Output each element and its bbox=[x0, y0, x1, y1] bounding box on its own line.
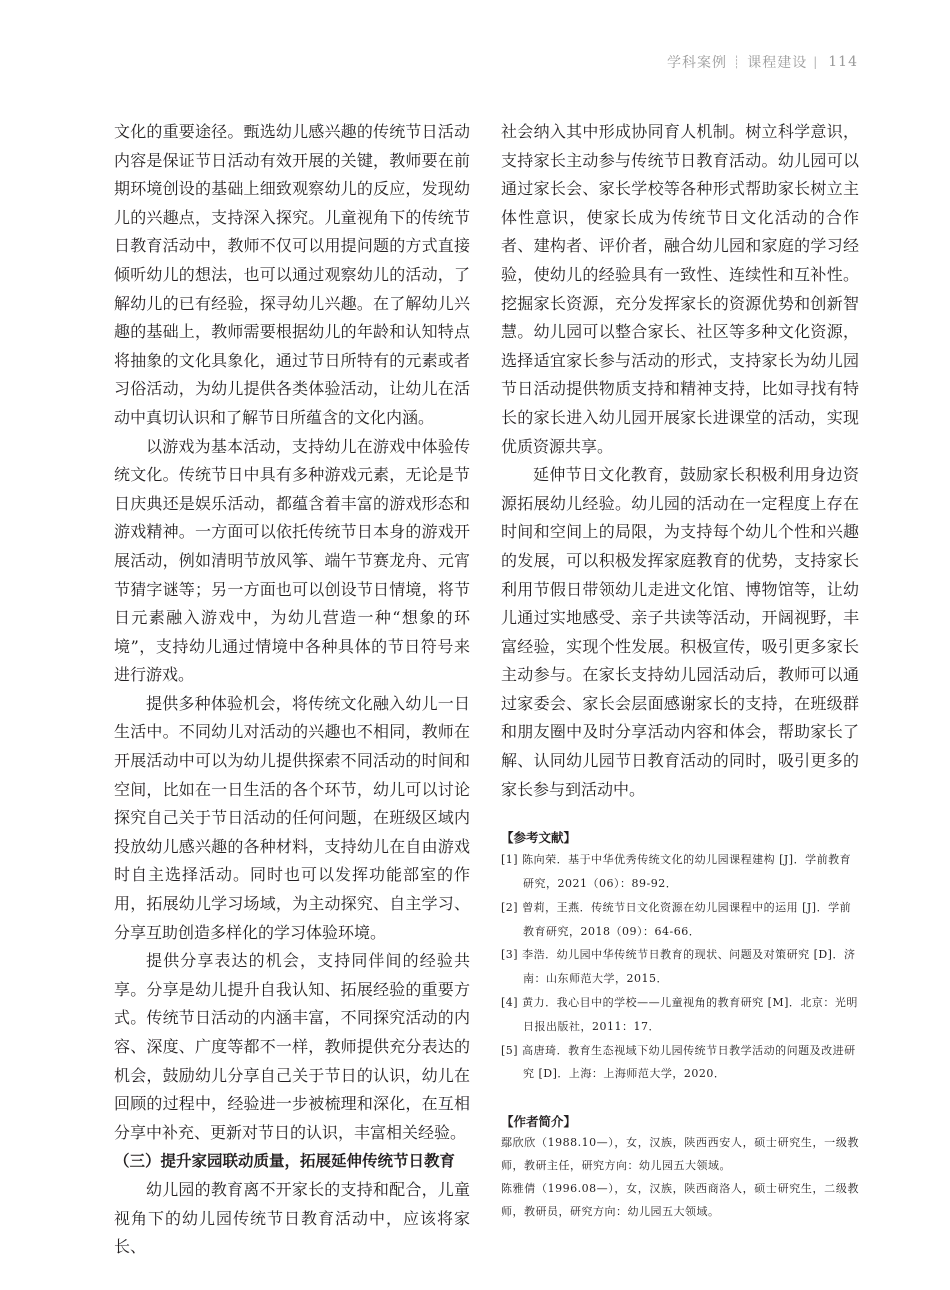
author-bio-item: 鄢欣欣（1988.10—），女，汉族，陕西西安人，硕士研究生，一级教师，教研主任，研究方向：幼儿园五大领域。 bbox=[501, 1136, 859, 1173]
right-column bbox=[501, 118, 859, 1223]
page-number: 114 bbox=[828, 54, 858, 70]
references-title: 【参考文献】 bbox=[501, 830, 577, 846]
left-column bbox=[114, 118, 470, 1262]
section-subheading: （三）提升家园联动质量，拓展延伸传统节日教育 bbox=[114, 1152, 456, 1171]
running-header bbox=[667, 52, 858, 72]
header-column: 课程建设 bbox=[747, 55, 808, 71]
header-separator: ┊ bbox=[732, 55, 742, 69]
author-bio-title: 【作者简介】 bbox=[501, 1114, 577, 1130]
author-bio-item: 陈雅倩（1996.08—），女，汉族，陕西商洛人，硕士研究生，二级教师，教研员，研究方向：幼儿园五大领域。 bbox=[501, 1181, 859, 1218]
reference-item: [2] 曾莉，王燕．传统节日文化资源在幼儿园课程中的运用 [J]．学前教育研究，2018（09）：64-66． bbox=[501, 900, 852, 938]
body-paragraph: 文化的重要途径。甄选幼儿感兴趣的传统节日活动内容是保证节日活动有效开展的关键，教师要在前期环境创设的基础上细致观察幼儿的反应，发现幼儿的兴趣点，支持深入探究。儿童视角下的传统节日教育活动中，教师不仅可以用提问题的方式直接倾听幼儿的想法，也可以通过观察幼儿的活动，了解幼儿的已有经验，探寻幼儿兴趣。在了解幼儿兴趣的基础上，教师需要根据幼儿的年龄和认知特点将抽象的文化具象化，通过节日所特有的元素或者习俗活动，为幼儿提供各类体验活动，让幼儿在活动中真切认识和了解节日所蕴含的文化内涵。 bbox=[114, 122, 470, 427]
header-separator-2: | bbox=[813, 55, 819, 69]
reference-item: [1] 陈向荣．基于中华优秀传统文化的幼儿园课程建构 [J]．学前教育研究，2021（06）：89-92． bbox=[501, 853, 852, 891]
reference-item: [5] 高唐琦．教育生态视域下幼儿园传统节日教学活动的问题及改进研究 [D]．上海：上海师范大学，2020． bbox=[501, 1043, 856, 1081]
reference-item: [3] 李浩．幼儿园中华传统节日教育的现状、问题及对策研究 [D]．济南：山东师范大学，2015． bbox=[501, 948, 856, 986]
header-section: 学科案例 bbox=[666, 55, 727, 71]
body-paragraph: 以游戏为基本活动，支持幼儿在游戏中体验传统文化。传统节日中具有多种游戏元素，无论是节日庆典还是娱乐活动，都蕴含着丰富的游戏形态和游戏精神。一方面可以依托传统节日本身的游戏开展活动，例如清明节放风筝、端午节赛龙舟、元宵节猜字谜等；另一方面也可以创设节日情境，将节日元素融入游戏中，为幼儿营造一种“想象的环境”，支持幼儿通过情境中各种具体的节日符号来进行游戏。 bbox=[114, 436, 470, 685]
body-paragraph: 幼儿园的教育离不开家长的支持和配合，儿童视角下的幼儿园传统节日教育活动中，应该将家长、 bbox=[114, 1179, 470, 1257]
author-bio-section bbox=[501, 1112, 859, 1223]
body-paragraph: 提供分享表达的机会，支持同伴间的经验共享。分享是幼儿提升自我认知、拓展经验的重要方式。传统节日活动的内涵丰富，不同探究活动的内容、深度、广度等都不一样，教师提供充分表达的机会，鼓励幼儿分享自己关于节日的认识，幼儿在回顾的过程中，经验进一步被梳理和深化，在互相分享中补充、更新对节日的认识，丰富相关经验。 bbox=[114, 951, 470, 1142]
body-paragraph: 延伸节日文化教育，鼓励家长积极利用身边资源拓展幼儿经验。幼儿园的活动在一定程度上存在时间和空间上的局限，为支持每个幼儿个性和兴趣的发展，可以积极发挥家庭教育的优势，支持家长利用节假日带领幼儿走进文化馆、博物馆等，让幼儿通过实地感受、亲子共读等活动，开阔视野，丰富经验，实现个性发展。积极宣传，吸引更多家长主动参与。在家长支持幼儿园活动后，教师可以通过家委会、家长会层面感谢家长的支持，在班级群和朋友圈中及时分享活动内容和体会，帮助家长了解、认同幼儿园节日教育活动的同时，吸引更多的家长参与到活动中。 bbox=[501, 465, 859, 799]
body-paragraph: 社会纳入其中形成协同育人机制。树立科学意识，支持家长主动参与传统节日教育活动。幼儿园可以通过家长会、家长学校等各种形式帮助家长树立主体性意识，使家长成为传统节日文化活动的合作者、建构者、评价者，融合幼儿园和家庭的学习经验，使幼儿的经验具有一致性、连续性和互补性。挖掘家长资源，充分发挥家长的资源优势和创新智慧。幼儿园可以整合家长、社区等多种文化资源，选择适宜家长参与活动的形式，支持家长为幼儿园节日活动提供物质支持和精神支持，比如寻找有特长的家长进入幼儿园开展家长进课堂的活动，实现优质资源共享。 bbox=[501, 122, 859, 456]
references-section bbox=[501, 828, 859, 1086]
body-paragraph: 提供多种体验机会，将传统文化融入幼儿一日生活中。不同幼儿对活动的兴趣也不相同，教师在开展活动中可以为幼儿提供探索不同活动的时间和空间，比如在一日生活的各个环节，幼儿可以讨论探究自己关于节日活动的任何问题，在班级区域内投放幼儿感兴趣的各种材料，支持幼儿在自由游戏时自主选择活动。同时也可以发挥功能部室的作用，拓展幼儿学习场域，为主动探究、自主学习、分享互助创造多样化的学习体验环境。 bbox=[114, 693, 470, 942]
reference-item: [4] 黄力．我心目中的学校——儿童视角的教育研究 [M]．北京：光明日报出版社，2011：17． bbox=[501, 996, 858, 1033]
